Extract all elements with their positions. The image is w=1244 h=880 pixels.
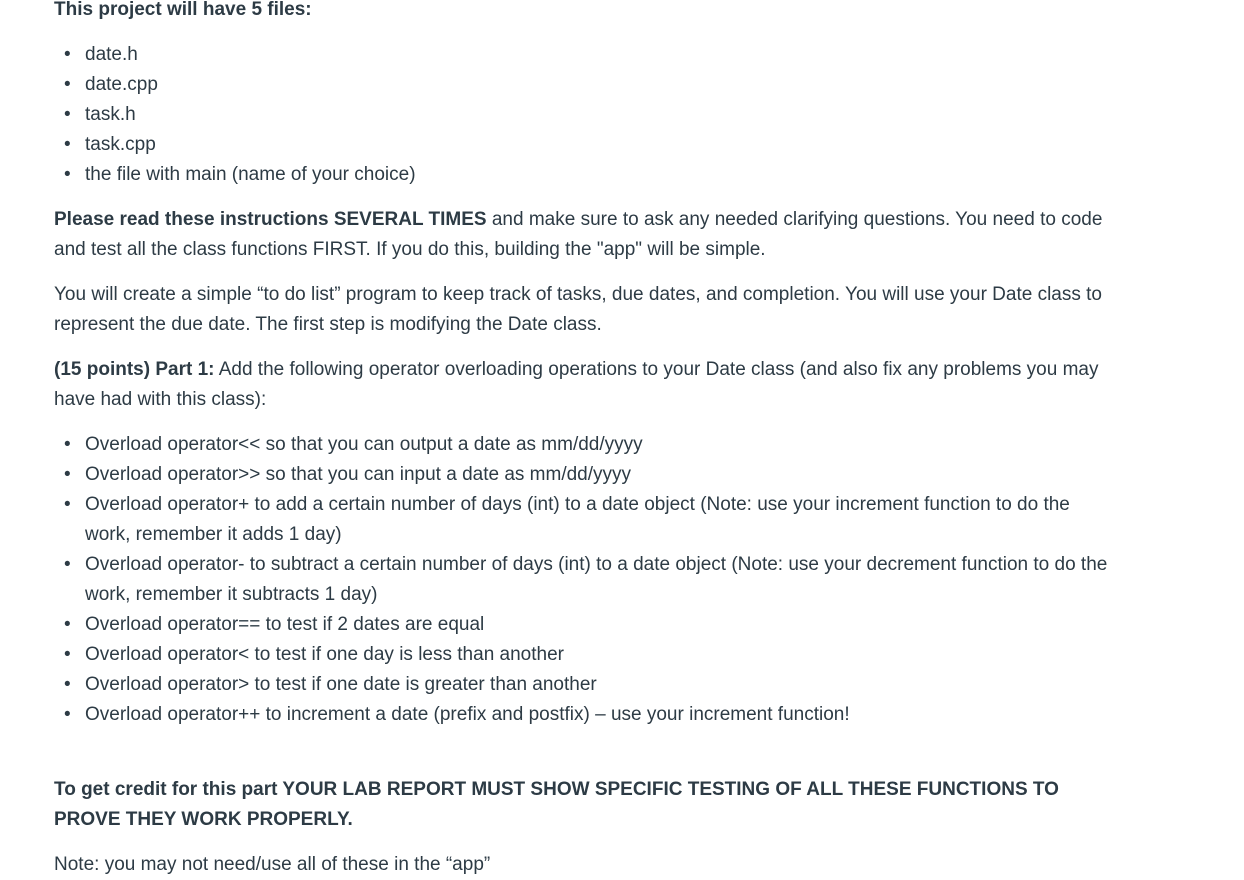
operator-list-item: • Overload operator> to test if one date is greater than another bbox=[54, 670, 1114, 700]
operator-list-item: • Overload operator- to subtract a certain number of days (int) to a date object (Note: use your decrement function to do the work, remember it subtracts 1 day) bbox=[54, 550, 1114, 610]
part1-text: Add the following operator overloading operations to your Date class (and also fix any problems you may have had with this class): bbox=[54, 359, 1099, 410]
part1-label: (15 points) Part 1: bbox=[54, 359, 215, 380]
operator-list-item: • Overload operator< to test if one day is less than another bbox=[54, 640, 1114, 670]
operator-list bbox=[54, 430, 1114, 730]
part1-paragraph bbox=[54, 355, 1114, 415]
note-paragraph: Note: you may not need/use all of these in the “app” bbox=[54, 854, 491, 875]
operator-list-item: • Overload operator>> so that you can input a date as mm/dd/yyyy bbox=[54, 460, 1114, 490]
credit-requirement: To get credit for this part YOUR LAB REPORT MUST SHOW SPECIFIC TESTING OF ALL THESE FUNCTIONS TO PROVE THEY WORK PROPERLY. bbox=[54, 779, 1059, 830]
operator-list-item: • Overload operator+ to add a certain number of days (int) to a date object (Note: use your increment function to do the work, remember it adds 1 day) bbox=[54, 490, 1114, 550]
operator-list-item: • Overload operator++ to increment a date (prefix and postfix) – use your increment function! bbox=[54, 700, 1114, 730]
file-list bbox=[54, 40, 416, 190]
instructions-emphasis: Please read these instructions SEVERAL TIMES bbox=[54, 209, 487, 230]
files-heading: This project will have 5 files: bbox=[54, 0, 312, 20]
file-list-item: • task.cpp bbox=[54, 130, 416, 160]
operator-list-item: • Overload operator<< so that you can output a date as mm/dd/yyyy bbox=[54, 430, 1114, 460]
instructions-text: and make sure to ask any needed clarifying questions. You need to code and test all the class functions FIRST. If you do this, building the "app" will be simple. bbox=[54, 209, 1103, 260]
instructions-paragraph bbox=[54, 205, 1114, 265]
file-list-item: • task.h bbox=[54, 100, 416, 130]
file-list-item: • the file with main (name of your choice) bbox=[54, 160, 416, 190]
operator-list-item: • Overload operator== to test if 2 dates are equal bbox=[54, 610, 1114, 640]
overview-paragraph: You will create a simple “to do list” program to keep track of tasks, due dates, and completion. You will use your Date class to represent the due date. The first step is modifying the Date class. bbox=[54, 284, 1102, 335]
file-list-item: • date.h bbox=[54, 40, 416, 70]
file-list-item: • date.cpp bbox=[54, 70, 416, 100]
